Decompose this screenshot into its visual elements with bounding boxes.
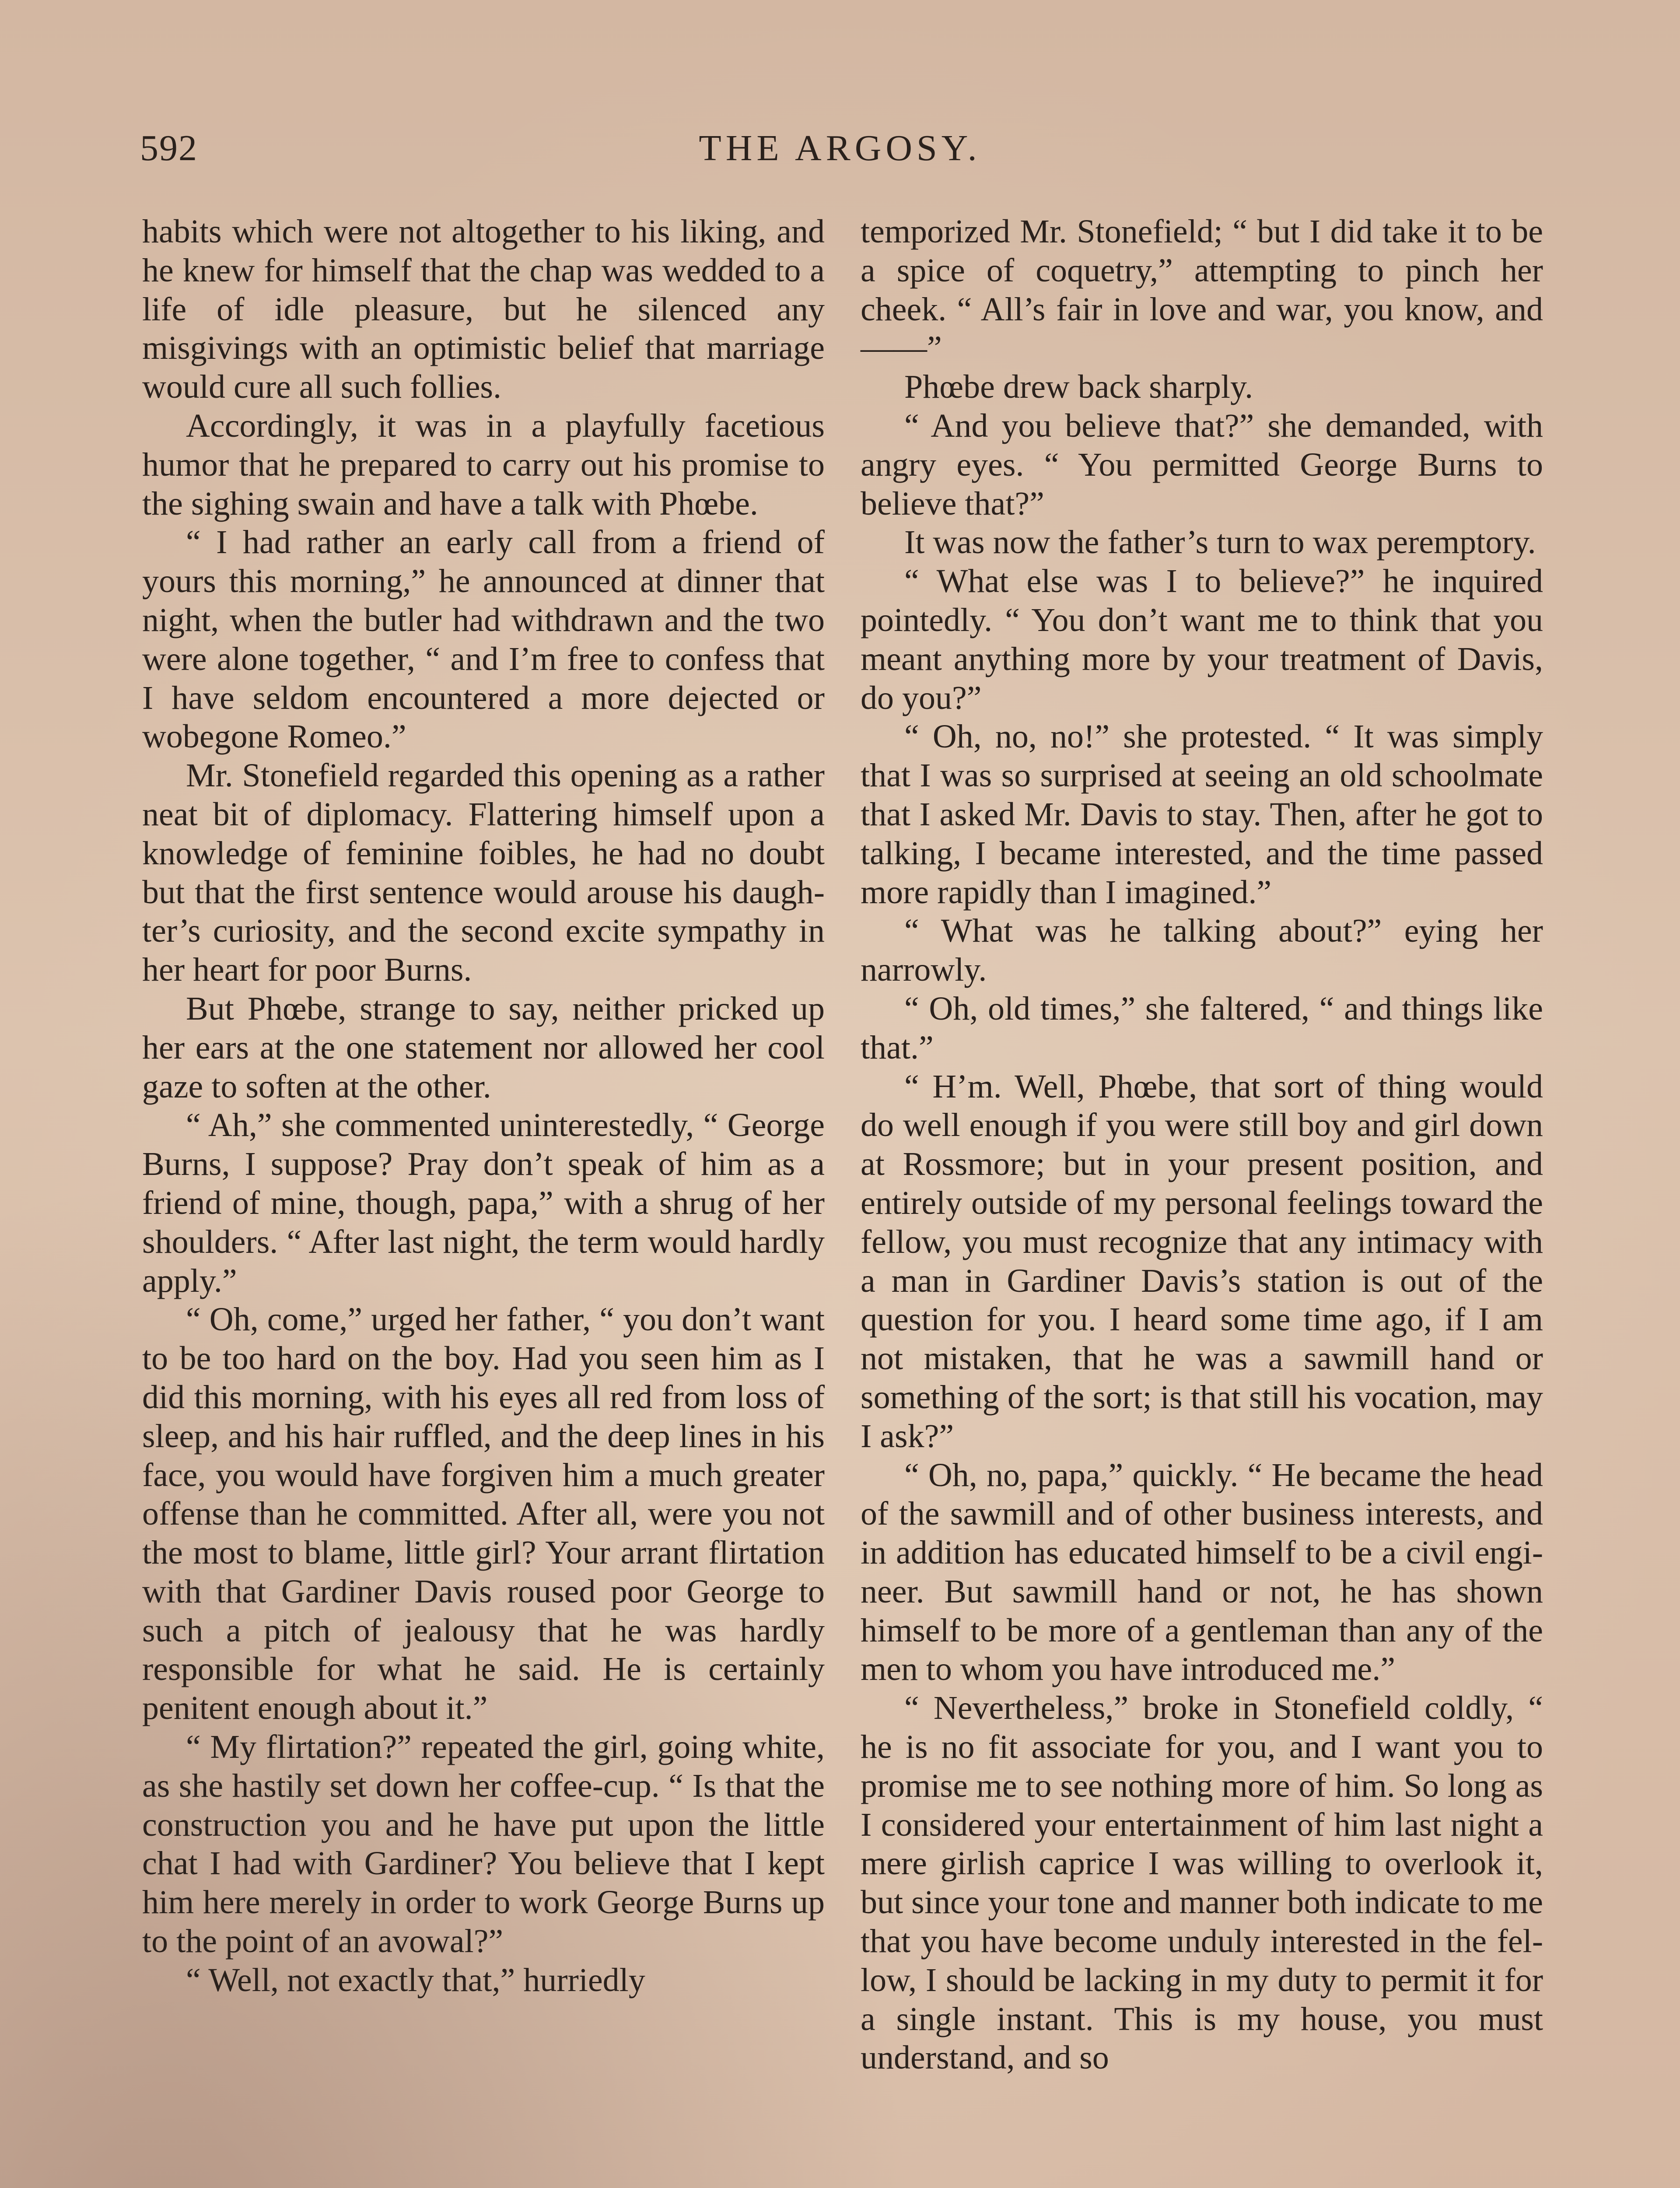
paragraph: “ Oh, old times,” she faltered, “ and things like that.” [861, 990, 1543, 1066]
paragraph: “ Oh, no, papa,” quickly. “ He became the head of the sawmill and of other business interests, and in addition has educated himself to be a civil engineer. But sawmill hand or not, he has shown himself to be more of a gentleman than any of the men to whom you have introduced me.” [861, 1456, 1543, 1688]
running-title: THE ARGOSY. [699, 128, 981, 168]
paragraph: “ And you believe that?” she demanded, with angry eyes. “ You permitted George Burns to believe that?” [861, 407, 1543, 522]
paragraph: “ Nevertheless,” broke in Stonefield coldly, “ he is no fit associate for you, and I want you to promise me to see nothing more of him. So long as I considered your entertainment of him last night a mere girlish caprice I was willing to overlook it, but since your tone and manner both indicate to me that you have become unduly interested in the fellow, I should be lacking in my duty to permit it for a single instant. This is my house, you must understand, and so [861, 1690, 1543, 2076]
left-text-column [142, 212, 825, 2000]
paragraph: “ My flirtation?” repeated the girl, going white, as she hastily set down her coffee-cup. “ Is that the construction you and he have put upon the little chat I had with Gardiner? You believe that I kept him here merely in order to work George Burns up to the point of an avowal?” [142, 1729, 825, 1960]
paragraph: “ I had rather an early call from a friend of yours this morning,” he announced at dinner that night, when the butler had withdrawn and the two were alone together, “ and I’m free to confess that I have seldom encountered a more dejected or wobegone Romeo.” [142, 524, 825, 755]
paragraph: “ Well, not exactly that,” hurriedly [186, 1961, 645, 1999]
paragraph: Accordingly, it was in a playfully facetious humor that he prepared to carry out his promise to the sighing swain and have a talk with Phœbe. [142, 407, 825, 522]
paragraph: temporized Mr. Stonefield; “ but I did take it to be a spice of coquetry,” attempting to pinch her cheek. “ All’s fair in love and war, you know, and——” [861, 213, 1543, 367]
paragraph: Mr. Stonefield regarded this opening as a rather neat bit of diplomacy. Flattering himself upon a knowledge of feminine foibles, he had no doubt but that the first sentence would arouse his daughter’s curiosity, and the second excite sympathy in her heart for poor Burns. [142, 757, 825, 989]
page-header [140, 127, 1540, 175]
page-number: 592 [140, 128, 198, 168]
paragraph: “ Oh, no, no!” she protested. “ It was simply that I was so surprised at seeing an old schoolmate that I asked Mr. Davis to stay. Then, after he got to talking, I became interested, and the time passed more rapidly than I imagined.” [861, 718, 1543, 911]
paragraph: “ H’m. Well, Phœbe, that sort of thing would do well enough if you were still boy and girl down at Rossmore; but in your present position, and entirely outside of my personal feelings toward the fellow, you must recognize that any intimacy with a man in Gardiner Davis’s station is out of the question for you. I heard some time ago, if I am not mistaken, that he was a sawmill hand or something of the sort; is that still his vocation, may I ask?” [861, 1068, 1543, 1455]
paragraph: But Phœbe, strange to say, neither pricked up her ears at the one statement nor allowed her cool gaze to soften at the other. [142, 990, 825, 1105]
paragraph: “ Ah,” she commented uninterestedly, “ George Burns, I suppose? Pray don’t speak of him as a friend of mine, though, papa,” with a shrug of her shoulders. “ After last night, the term would hardly apply.” [142, 1107, 825, 1299]
paragraph: “ What else was I to believe?” he inquired pointedly. “ You don’t want me to think that you meant anything more by your treatment of Davis, do you?” [861, 563, 1543, 716]
paragraph: “ What was he talking about?” eying her narrowly. [861, 912, 1543, 989]
paragraph: habits which were not altogether to his liking, and he knew for himself that the chap was wedded to a life of idle pleasure, but he silenced any misgivings with an optimistic belief that marriage would cure all such follies. [142, 213, 825, 406]
paragraph: “ Oh, come,” urged her father, “ you don’t want to be too hard on the boy. Had you seen him as I did this morning, with his eyes all red from loss of sleep, and his hair ruffled, and the deep lines in his face, you would have forgiven him a much greater offense than he committed. After all, were you not the most to blame, little girl? Your arrant flirtation with that Gardiner Davis roused poor George to such a pitch of jealousy that he was hardly responsible for what he said. He is certainly penitent enough about it.” [142, 1301, 825, 1727]
paragraph: It was now the father’s turn to wax peremptory. [904, 524, 1536, 561]
right-text-column [861, 212, 1543, 2077]
paragraph: Phœbe drew back sharply. [904, 368, 1253, 406]
